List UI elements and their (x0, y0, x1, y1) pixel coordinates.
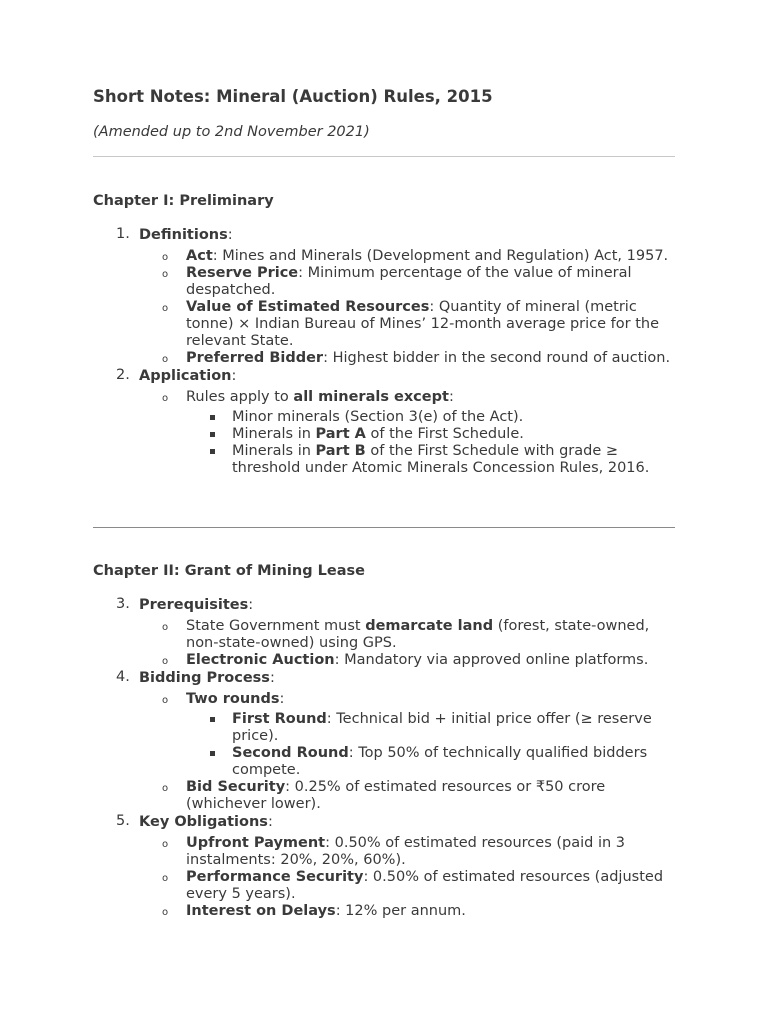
item-heading (139, 226, 675, 248)
text-segment: (forest, state-owned, non-state-owned) using GPS. (186, 618, 650, 651)
term-text: : 0.25% of estimated resources or ₹50 crore (whichever lower). (186, 779, 606, 812)
square-bullet-icon (210, 751, 215, 756)
item-heading-colon: : (269, 670, 275, 686)
item-heading (139, 367, 675, 389)
chapter-2-list (93, 596, 675, 920)
term-text: : Mines and Minerals (Development and Regulation) Act, 1957. (212, 248, 669, 264)
chapter-1-list (93, 226, 675, 477)
sub-item-upfront-payment (139, 835, 675, 869)
item-heading-label: Key Obligations (139, 814, 268, 830)
circle-bullet-icon: o (162, 622, 169, 633)
emphasis-text: all minerals except (293, 389, 449, 405)
circle-bullet-icon: o (162, 303, 169, 314)
term-label: Preferred Bidder (186, 350, 324, 366)
term-label: Two rounds (186, 691, 280, 707)
item-heading (139, 813, 675, 835)
round-second (186, 745, 675, 779)
term-text: : Mandatory via approved online platforms. (334, 652, 649, 668)
rounds-list (186, 711, 675, 779)
term-text: : 0.50% of estimated resources (adjusted every 5 years). (186, 869, 664, 902)
term-label: Act (186, 248, 213, 264)
chapter-divider (93, 527, 675, 528)
item-heading (139, 596, 675, 618)
term-text: : 12% per annum. (335, 903, 466, 919)
list-item-bidding-process (93, 669, 675, 813)
sub-item-two-rounds (139, 691, 675, 779)
term-label: Reserve Price (186, 265, 299, 281)
item-number: 4. (116, 669, 130, 685)
exception-part-b (186, 443, 675, 477)
term-label: Upfront Payment (186, 835, 326, 851)
item-heading (139, 669, 675, 691)
term-text: : (279, 691, 285, 707)
circle-bullet-icon: o (162, 354, 169, 365)
exception-part-a (186, 426, 675, 443)
text-segment: of the First Schedule. (365, 426, 524, 442)
text-segment: Minor minerals (Section 3(e) of the Act). (232, 409, 524, 425)
circle-bullet-icon: o (162, 695, 169, 706)
text-segment: of the First Schedule with grade ≥ threshold under Atomic Minerals Concession Rules, 2016. (232, 443, 650, 476)
emphasis-text: demarcate land (365, 618, 494, 634)
sub-item-preferred-bidder (139, 350, 675, 367)
sub-item-performance-security (139, 869, 675, 903)
list-item-key-obligations (93, 813, 675, 920)
item-heading-label: Bidding Process (139, 670, 270, 686)
item-number: 3. (116, 596, 130, 612)
term-text: : Minimum percentage of the value of mineral despatched. (186, 265, 632, 298)
list-item-application (93, 367, 675, 477)
item-heading-colon: : (267, 814, 273, 830)
sub-item-bid-security (139, 779, 675, 813)
bidding-sublist (139, 691, 675, 813)
list-item-prerequisites (93, 596, 675, 669)
term-text: : Quantity of mineral (metric tonne) × Indian Bureau of Mines’ 12-month average price for the relevant State. (186, 299, 660, 349)
sub-item-value-estimated-resources (139, 299, 675, 350)
square-bullet-icon (210, 449, 215, 454)
circle-bullet-icon: o (162, 393, 169, 404)
term-label: Interest on Delays (186, 903, 336, 919)
term-text: : Highest bidder in the second round of auction. (323, 350, 671, 366)
prerequisites-sublist (139, 618, 675, 669)
term-label: Bid Security (186, 779, 286, 795)
square-bullet-icon (210, 415, 215, 420)
circle-bullet-icon: o (162, 873, 169, 884)
document-page (93, 86, 675, 919)
exceptions-list (186, 409, 675, 477)
text-segment: Minerals in (232, 426, 316, 442)
item-heading-colon: : (231, 368, 237, 384)
sub-item-interest-delays (139, 903, 675, 920)
sub-item-demarcate-land (139, 618, 675, 652)
circle-bullet-icon: o (162, 907, 169, 918)
text-segment: Minerals in (232, 443, 316, 459)
emphasis-text: Part A (315, 426, 366, 442)
circle-bullet-icon: o (162, 839, 169, 850)
sub-item-act (139, 248, 675, 265)
circle-bullet-icon: o (162, 656, 169, 667)
emphasis-text: Part B (315, 443, 366, 459)
square-bullet-icon (210, 717, 215, 722)
document-title: Short Notes: Mineral (Auction) Rules, 2015 (93, 87, 493, 106)
chapter-1-heading: Chapter I: Preliminary (93, 193, 274, 209)
circle-bullet-icon: o (162, 269, 169, 280)
item-heading-label: Application (139, 368, 232, 384)
exception-minor-minerals (186, 409, 675, 426)
list-item-definitions (93, 226, 675, 367)
term-label: Performance Security (186, 869, 364, 885)
square-bullet-icon (210, 432, 215, 437)
term-text: : Top 50% of technically qualified bidders compete. (232, 745, 648, 778)
document-subtitle: (Amended up to 2nd November 2021) (93, 124, 370, 140)
text-segment: State Government must (186, 618, 366, 634)
item-heading-label: Prerequisites (139, 597, 249, 613)
text-segment: : (448, 389, 454, 405)
term-label: First Round (232, 711, 327, 727)
application-sublist (139, 389, 675, 477)
item-heading-colon: : (227, 227, 233, 243)
sub-item-electronic-auction (139, 652, 675, 669)
term-text: : Technical bid + initial price offer (≥ reserve price). (232, 711, 652, 744)
title-divider (93, 156, 675, 157)
sub-item-reserve-price (139, 265, 675, 299)
chapter-2-heading: Chapter II: Grant of Mining Lease (93, 563, 365, 579)
item-heading-label: Definitions (139, 227, 228, 243)
item-number: 2. (116, 367, 130, 383)
circle-bullet-icon: o (162, 252, 169, 263)
text-segment: Rules apply to (186, 389, 294, 405)
term-label: Second Round (232, 745, 349, 761)
item-number: 5. (116, 813, 130, 829)
sub-item-rules-apply (139, 389, 675, 477)
definitions-sublist (139, 248, 675, 367)
term-label: Electronic Auction (186, 652, 335, 668)
item-heading-colon: : (248, 597, 254, 613)
round-first (186, 711, 675, 745)
term-label: Value of Estimated Resources (186, 299, 430, 315)
circle-bullet-icon: o (162, 783, 169, 794)
obligations-sublist (139, 835, 675, 920)
item-number: 1. (116, 226, 130, 242)
term-text: : 0.50% of estimated resources (paid in 3 instalments: 20%, 20%, 60%). (186, 835, 626, 868)
